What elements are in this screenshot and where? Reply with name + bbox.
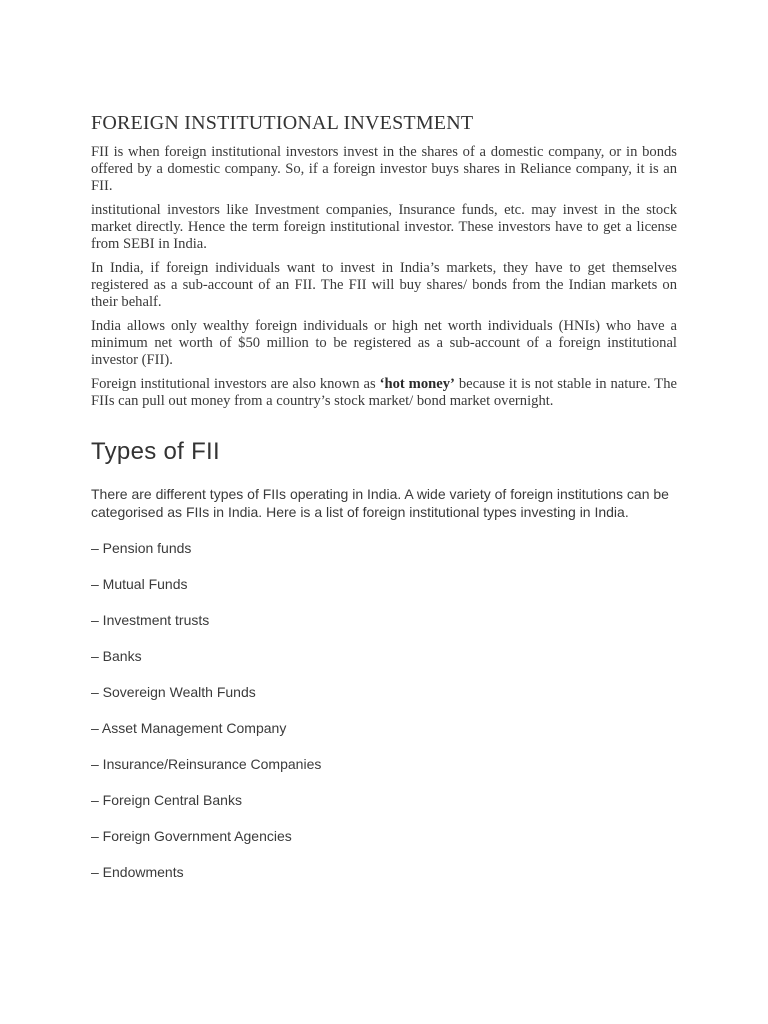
types-of-fii-section xyxy=(91,438,677,881)
list-item-investment-trusts: – Investment trusts xyxy=(91,612,210,628)
list-item-foreign-central-banks: – Foreign Central Banks xyxy=(91,792,242,808)
types-intro-paragraph: There are different types of FIIs operating in India. A wide variety of foreign institutions can be categorised as FIIs in India. Here is a list of foreign institutional types investing in India. xyxy=(91,486,669,520)
paragraph-hni-requirement: India allows only wealthy foreign individuals or high net worth individuals (HNIs) who have a minimum net worth of $50 million to be registered as a sub-account of a foreign institutional investor (FII). xyxy=(91,318,677,368)
list-item-endowments: – Endowments xyxy=(91,864,184,880)
paragraph-hot-money xyxy=(91,376,677,410)
hot-money-text-after: because it is not stable in nature. The FIIs can pull out money from a country’s stock market/ bond market overnight. xyxy=(91,376,677,409)
document-page xyxy=(91,112,677,899)
list-item-pension-funds: – Pension funds xyxy=(91,540,192,556)
hot-money-text-before: Foreign institutional investors are also known as xyxy=(91,376,380,392)
types-heading: Types of FII xyxy=(91,438,220,465)
hot-money-term: ‘hot money’ xyxy=(379,376,455,392)
fii-definition-section xyxy=(91,112,677,410)
list-item-asset-management-company: – Asset Management Company xyxy=(91,720,287,736)
fii-types-list xyxy=(91,539,677,881)
list-item-sovereign-wealth-funds: – Sovereign Wealth Funds xyxy=(91,684,256,700)
paragraph-institutional-investors: institutional investors like Investment companies, Insurance funds, etc. may invest in the stock market directly. Hence the term foreign institutional investor. These investors have to get a license from SEBI in India. xyxy=(91,202,677,252)
list-item-insurance-reinsurance: – Insurance/Reinsurance Companies xyxy=(91,756,322,772)
list-item-banks: – Banks xyxy=(91,648,142,664)
list-item-foreign-government-agencies: – Foreign Government Agencies xyxy=(91,828,292,844)
section-title: FOREIGN INSTITUTIONAL INVESTMENT xyxy=(91,112,474,134)
paragraph-sub-account: In India, if foreign individuals want to invest in India’s markets, they have to get themselves registered as a sub-account of an FII. The FII will buy shares/ bonds from the Indian markets on their behalf. xyxy=(91,260,677,310)
paragraph-fii-definition: FII is when foreign institutional investors invest in the shares of a domestic company, or in bonds offered by a domestic company. So, if a foreign investor buys shares in Reliance company, it is an FII. xyxy=(91,144,677,194)
list-item-mutual-funds: – Mutual Funds xyxy=(91,576,188,592)
